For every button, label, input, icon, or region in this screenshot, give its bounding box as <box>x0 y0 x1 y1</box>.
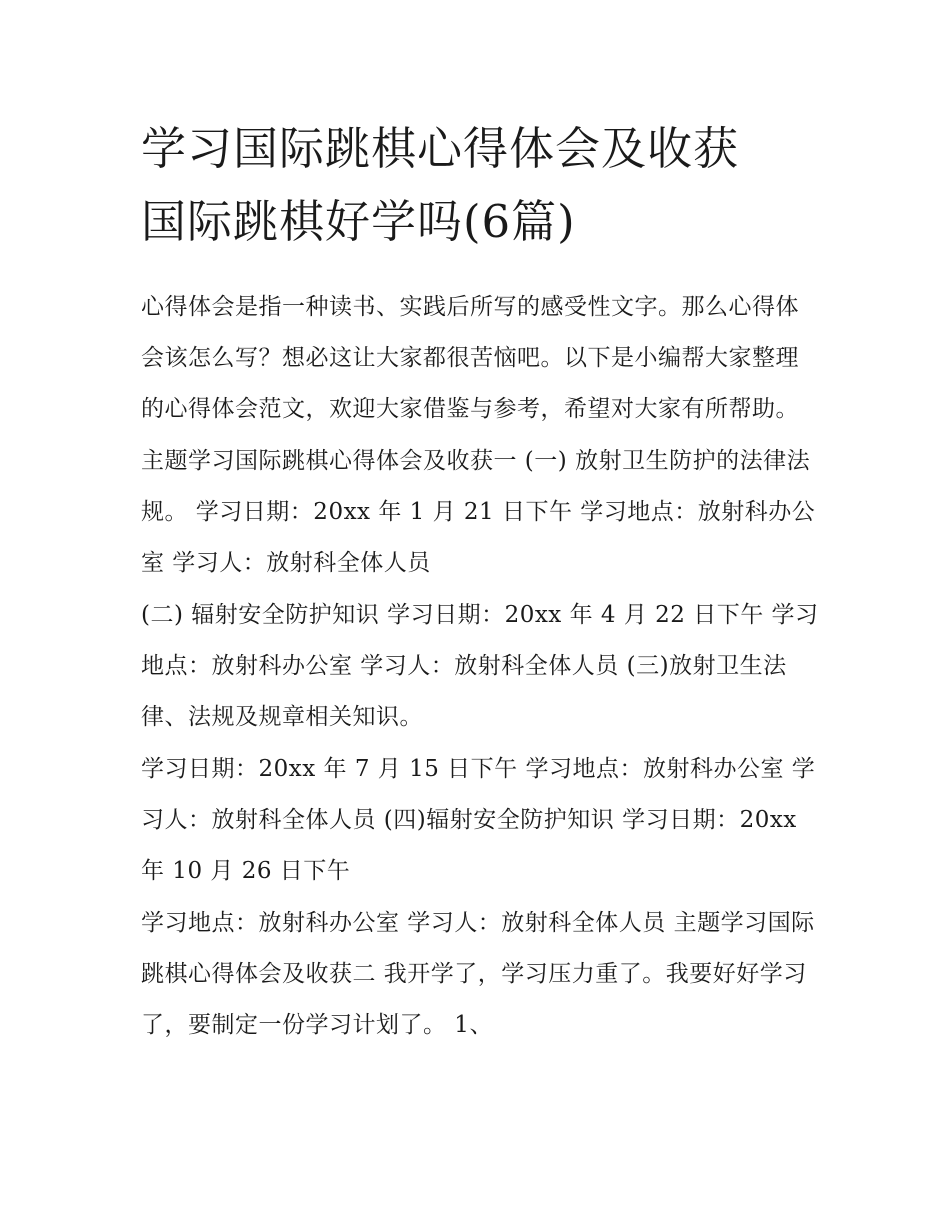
paragraph-intro: 心得体会是指一种读书、实践后所写的感受性文字。那么心得体会该怎么写？想必这让大家都很苦恼吧。以下是小编帮大家整理的心得体会范文，欢迎大家借鉴与参考，希望对大家有所帮助。 <box>141 294 799 422</box>
document-page <box>141 112 821 1052</box>
paragraph-section-2: (二) 辐射安全防护知识 学习日期：20xx 年 4 月 22 日下午 学习地点：放射科办公室 学习人：放射科全体人员 (三)放射卫生法律、法规及规章相关知识。 <box>141 602 819 730</box>
document-title: 学习国际跳棋心得体会及收获 国际跳棋好学吗(6篇) <box>141 122 740 248</box>
paragraph-section-4: 学习地点：放射科办公室 学习人：放射科全体人员 主题学习国际跳棋心得体会及收获二 我开学了，学习压力重了。我要好好学习了，要制定一份学习计划了。 1、 <box>141 910 815 1038</box>
paragraph-section-1: 主题学习国际跳棋心得体会及收获一 (一) 放射卫生防护的法律法规。 学习日期：20xx 年 1 月 21 日下午 学习地点：放射科办公室 学习人：放射科全体人员 <box>141 448 816 576</box>
paragraph-section-3: 学习日期：20xx 年 7 月 15 日下午 学习地点：放射科办公室 学习人：放射科全体人员 (四)辐射安全防护知识 学习日期：20xx 年 10 月 26 日下午 <box>141 756 816 884</box>
